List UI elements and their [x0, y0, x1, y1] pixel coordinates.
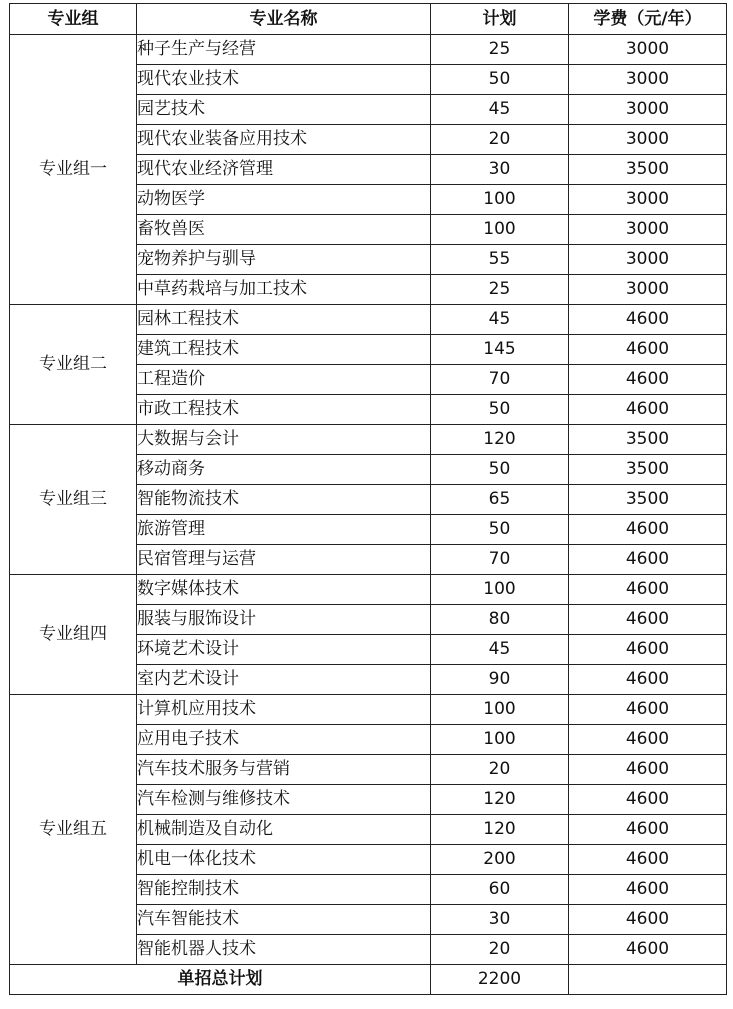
major-name-cell: 服装与服饰设计 [137, 605, 431, 635]
tuition-cell: 4600 [569, 935, 727, 965]
plan-cell: 65 [431, 485, 569, 515]
group-label: 专业组二 [10, 305, 137, 425]
plan-cell: 50 [431, 395, 569, 425]
plan-cell: 25 [431, 35, 569, 65]
tuition-cell: 4600 [569, 785, 727, 815]
major-name-cell: 机电一体化技术 [137, 845, 431, 875]
plan-cell: 70 [431, 545, 569, 575]
header-major-name: 专业名称 [137, 4, 431, 35]
plan-cell: 80 [431, 605, 569, 635]
major-name-cell: 动物医学 [137, 185, 431, 215]
plan-cell: 45 [431, 95, 569, 125]
major-name-cell: 民宿管理与运营 [137, 545, 431, 575]
major-name-cell: 智能机器人技术 [137, 935, 431, 965]
plan-cell: 70 [431, 365, 569, 395]
tuition-cell: 4600 [569, 875, 727, 905]
tuition-cell: 3000 [569, 35, 727, 65]
plan-cell: 25 [431, 275, 569, 305]
major-name-cell: 汽车检测与维修技术 [137, 785, 431, 815]
plan-cell: 45 [431, 305, 569, 335]
major-name-cell: 汽车智能技术 [137, 905, 431, 935]
tuition-cell: 4600 [569, 905, 727, 935]
major-name-cell: 智能物流技术 [137, 485, 431, 515]
header-plan: 计划 [431, 4, 569, 35]
plan-cell: 30 [431, 905, 569, 935]
total-plan: 2200 [431, 965, 569, 995]
plan-cell: 90 [431, 665, 569, 695]
major-name-cell: 种子生产与经营 [137, 35, 431, 65]
table-row [10, 695, 727, 725]
major-name-cell: 园艺技术 [137, 95, 431, 125]
major-name-cell: 工程造价 [137, 365, 431, 395]
major-name-cell: 汽车技术服务与营销 [137, 755, 431, 785]
tuition-cell: 3000 [569, 245, 727, 275]
table-row [10, 305, 727, 335]
tuition-cell: 3500 [569, 155, 727, 185]
total-row [10, 965, 727, 995]
major-name-cell: 移动商务 [137, 455, 431, 485]
major-name-cell: 建筑工程技术 [137, 335, 431, 365]
tuition-cell: 3000 [569, 275, 727, 305]
major-name-cell: 畜牧兽医 [137, 215, 431, 245]
plan-cell: 50 [431, 515, 569, 545]
header-group: 专业组 [10, 4, 137, 35]
plan-cell: 145 [431, 335, 569, 365]
table-row [10, 35, 727, 65]
plan-cell: 100 [431, 215, 569, 245]
plan-cell: 45 [431, 635, 569, 665]
table-header [10, 4, 727, 35]
plan-cell: 120 [431, 785, 569, 815]
plan-cell: 50 [431, 65, 569, 95]
major-name-cell: 现代农业装备应用技术 [137, 125, 431, 155]
tuition-cell: 3500 [569, 425, 727, 455]
major-name-cell: 现代农业经济管理 [137, 155, 431, 185]
tuition-cell: 3000 [569, 125, 727, 155]
tuition-cell: 4600 [569, 665, 727, 695]
tuition-cell: 4600 [569, 695, 727, 725]
major-name-cell: 室内艺术设计 [137, 665, 431, 695]
major-name-cell: 旅游管理 [137, 515, 431, 545]
tuition-cell: 4600 [569, 845, 727, 875]
header-tuition: 学费（元/年） [569, 4, 727, 35]
table-row [10, 425, 727, 455]
group-label: 专业组四 [10, 575, 137, 695]
tuition-cell: 3500 [569, 485, 727, 515]
table-body [10, 35, 727, 965]
major-name-cell: 大数据与会计 [137, 425, 431, 455]
major-name-cell: 园林工程技术 [137, 305, 431, 335]
plan-cell: 100 [431, 695, 569, 725]
plan-cell: 20 [431, 755, 569, 785]
plan-cell: 50 [431, 455, 569, 485]
major-name-cell: 中草药栽培与加工技术 [137, 275, 431, 305]
tuition-cell: 4600 [569, 545, 727, 575]
plan-cell: 55 [431, 245, 569, 275]
tuition-cell: 4600 [569, 335, 727, 365]
tuition-cell: 4600 [569, 395, 727, 425]
tuition-cell: 4600 [569, 635, 727, 665]
group-label: 专业组五 [10, 695, 137, 965]
enrollment-plan-table [9, 3, 727, 995]
plan-cell: 200 [431, 845, 569, 875]
tuition-cell: 4600 [569, 575, 727, 605]
total-tuition [569, 965, 727, 995]
plan-cell: 100 [431, 725, 569, 755]
tuition-cell: 3000 [569, 185, 727, 215]
tuition-cell: 4600 [569, 305, 727, 335]
plan-cell: 30 [431, 155, 569, 185]
major-name-cell: 智能控制技术 [137, 875, 431, 905]
plan-cell: 60 [431, 875, 569, 905]
tuition-cell: 4600 [569, 725, 727, 755]
group-label: 专业组三 [10, 425, 137, 575]
tuition-cell: 3000 [569, 65, 727, 95]
plan-cell: 100 [431, 185, 569, 215]
tuition-cell: 4600 [569, 515, 727, 545]
major-name-cell: 宠物养护与驯导 [137, 245, 431, 275]
table-row [10, 575, 727, 605]
header-row [10, 4, 727, 35]
major-name-cell: 环境艺术设计 [137, 635, 431, 665]
total-label: 单招总计划 [10, 965, 431, 995]
major-name-cell: 市政工程技术 [137, 395, 431, 425]
tuition-cell: 4600 [569, 755, 727, 785]
tuition-cell: 3000 [569, 95, 727, 125]
tuition-cell: 4600 [569, 815, 727, 845]
plan-cell: 120 [431, 815, 569, 845]
plan-cell: 20 [431, 935, 569, 965]
plan-cell: 100 [431, 575, 569, 605]
table-footer [10, 965, 727, 995]
major-name-cell: 现代农业技术 [137, 65, 431, 95]
plan-cell: 20 [431, 125, 569, 155]
tuition-cell: 3500 [569, 455, 727, 485]
major-name-cell: 机械制造及自动化 [137, 815, 431, 845]
group-label: 专业组一 [10, 35, 137, 305]
tuition-cell: 4600 [569, 365, 727, 395]
tuition-cell: 4600 [569, 605, 727, 635]
major-name-cell: 应用电子技术 [137, 725, 431, 755]
major-name-cell: 数字媒体技术 [137, 575, 431, 605]
plan-cell: 120 [431, 425, 569, 455]
major-name-cell: 计算机应用技术 [137, 695, 431, 725]
tuition-cell: 3000 [569, 215, 727, 245]
